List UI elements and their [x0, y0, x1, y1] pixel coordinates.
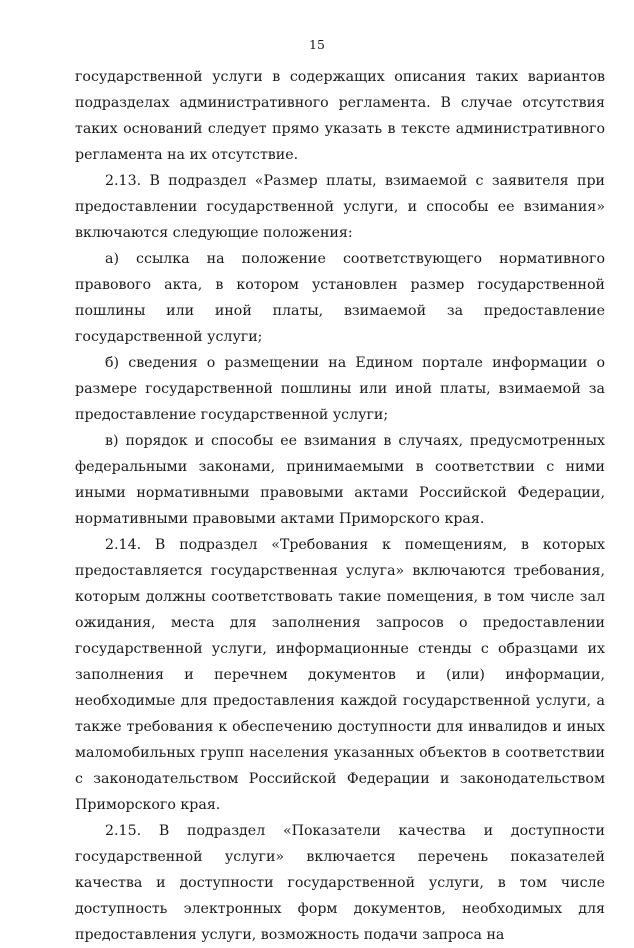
paragraph-2-13-a: а) ссылка на положение соответствующего нормативного правового акта, в котором установлен размер государственной пошлины или иной платы, взимаемой за предоставление государственной услуги; [75, 251, 605, 345]
paragraph-2-14: 2.14. В подраздел «Требования к помещениям, в которых предоставляется государственная услуга» включаются требования, которым должны соответствовать такие помещения, в том числе зал ожидания, места для заполнения запросов о предоставлении государственной услуги, информационные стенды с образцами их заполнения и перечнем документов и (или) информации, необходимые для предоставления каждой государственной услуги, а также требования к обеспечению доступности для инвалидов и иных маломобильных групп населения указанных объектов в соответствии с законодательством Российской Федерации и законодательством Приморского края. [75, 537, 605, 813]
paragraph-2-13-v: в) порядок и способы ее взимания в случаях, предусмотренных федеральными законами, принимаемыми в соответствии с ними иными нормативными правовыми актами Российской Федерации, нормативными правовыми актами Приморского края. [75, 433, 605, 527]
paragraph-continuation: государственной услуги в содержащих описания таких вариантов подразделах административного регламента. В случае отсутствия таких оснований следует прямо указать в тексте административного регламента на их отсутствие. [75, 69, 605, 163]
paragraph-2-13: 2.13. В подраздел «Размер платы, взимаемой с заявителя при предоставлении государственной услуги, и способы ее взимания» включаются следующие положения: [75, 173, 605, 241]
paragraph-2-15: 2.15. В подраздел «Показатели качества и доступности государственной услуги» включается перечень показателей качества и доступности государственной услуги, в том числе доступность электронных форм документов, необходимых для предоставления услуги, возможность подачи запроса на [75, 823, 605, 943]
paragraph-2-13-b: б) сведения о размещении на Едином портале информации о размере государственной пошлины или иной платы, взимаемой за предоставление государственной услуги; [75, 355, 605, 423]
document-body [75, 64, 605, 948]
page-number: 15 [309, 37, 325, 52]
